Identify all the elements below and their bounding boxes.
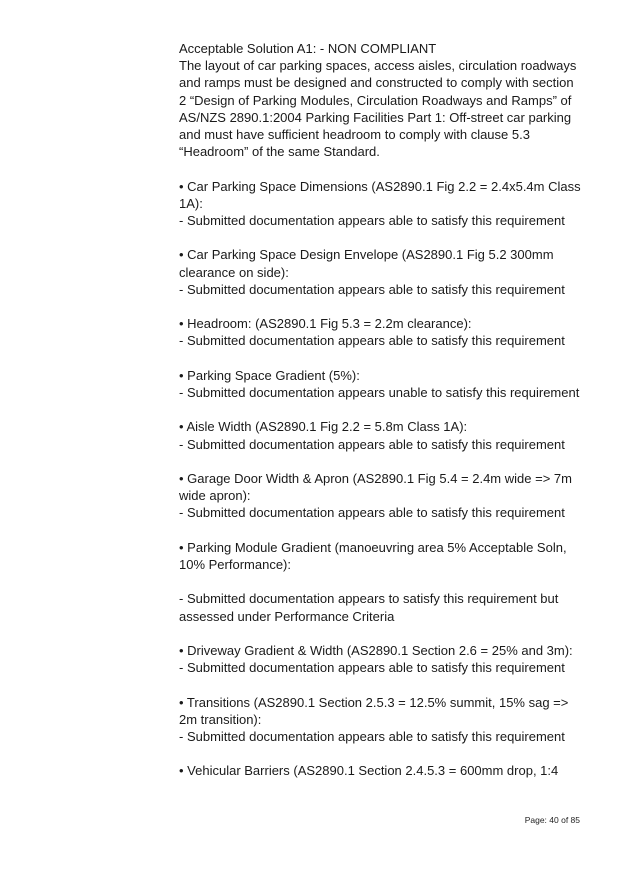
requirement-item [179,315,584,349]
requirement-result: - Submitted documentation appears able to satisfy this requirement [179,505,565,521]
requirement-title: • Car Parking Space Dimensions (AS2890.1 Fig 2.2 = 2.4x5.4m Class 1A): [179,178,581,211]
requirement-result: - Submitted documentation appears able to satisfy this requirement [179,333,565,349]
intro-heading: Acceptable Solution A1: - NON COMPLIANT [179,41,437,56]
requirement-title: • Vehicular Barriers (AS2890.1 Section 2.4.5.3 = 600mm drop, 1:4 [179,763,559,779]
requirement-item [179,246,584,298]
page-number: Page: 40 of 85 [524,815,580,825]
requirement-item [179,642,584,676]
spacer [179,229,584,246]
requirement-item [179,539,584,573]
requirement-result: - Submitted documentation appears able to satisfy this requirement [179,728,565,744]
requirement-item [179,590,584,624]
requirement-item [179,762,584,779]
spacer [179,573,584,590]
requirement-item [179,367,584,401]
requirement-item [179,694,584,746]
requirement-title: • Headroom: (AS2890.1 Fig 5.3 = 2.2m clearance): [179,316,472,332]
requirement-title: • Parking Module Gradient (manoeuvring area 5% Acceptable Soln, 10% Performance): [179,539,567,572]
spacer [179,625,584,642]
requirement-title: • Aisle Width (AS2890.1 Fig 2.2 = 5.8m Class 1A): [179,419,468,435]
spacer [179,160,584,177]
requirement-result: - Submitted documentation appears able to satisfy this requirement [179,213,565,229]
spacer [179,676,584,693]
requirement-item [179,470,584,522]
requirement-result: - Submitted documentation appears unable to satisfy this requirement [179,385,580,400]
requirement-result: - Submitted documentation appears able to satisfy this requirement [179,660,565,676]
requirement-title: • Parking Space Gradient (5%): [179,367,360,383]
intro-text: The layout of car parking spaces, access aisles, circulation roadways and ramps must be designed and constructed to comply with section 2 “Design of Parking Modules, Circulation Roadways and Ramps” of AS/NZS 2890.1:2004 Parking Facilities Part 1: Off-street car parking and must have sufficient headroom to comply with clause 5.3 “Headroom” of the same Standard. [179,58,577,160]
requirement-result: - Submitted documentation appears able to satisfy this requirement [179,281,565,297]
intro-section [179,40,584,160]
spacer [179,350,584,367]
requirement-title: • Transitions (AS2890.1 Section 2.5.3 = 12.5% summit, 15% sag => 2m transition): [179,694,569,727]
requirement-result: - Submitted documentation appears able to satisfy this requirement [179,436,565,452]
spacer [179,745,584,762]
spacer [179,453,584,470]
document-body [179,40,584,780]
requirement-title: • Driveway Gradient & Width (AS2890.1 Section 2.6 = 25% and 3m): [179,642,573,658]
requirement-title: • Garage Door Width & Apron (AS2890.1 Fig 5.4 = 2.4m wide => 7m wide apron): [179,470,572,504]
requirement-result: - Submitted documentation appears to satisfy this requirement but assessed under Performance Criteria [179,591,559,624]
spacer [179,522,584,539]
spacer [179,298,584,315]
requirement-item [179,418,584,452]
requirement-title: • Car Parking Space Design Envelope (AS2890.1 Fig 5.2 300mm clearance on side): [179,247,554,280]
requirement-item [179,178,584,230]
spacer [179,401,584,418]
